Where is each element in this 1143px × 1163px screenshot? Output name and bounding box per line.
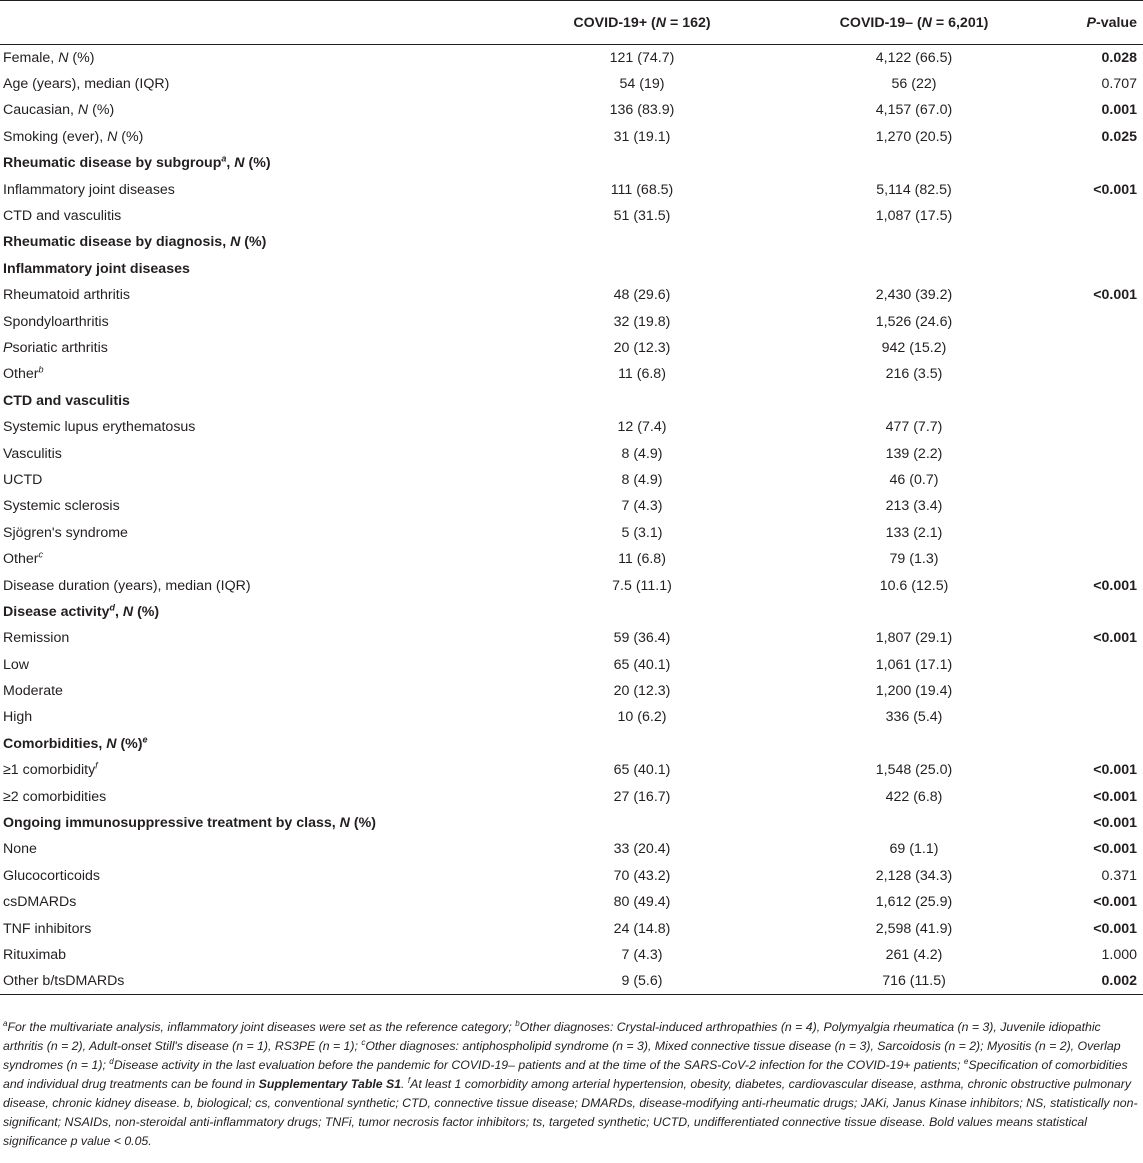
header-covid-positive-text: COVID-19+ (N = 162): [573, 14, 711, 31]
cell-covid-positive: 7 (4.3): [621, 498, 663, 515]
row-label-text: Glucocorticoids: [3, 867, 100, 884]
footnote-marker: d: [109, 602, 115, 613]
cell-covid-negative: 2,128 (34.3): [875, 867, 953, 884]
row-label-text: csDMARDs: [3, 894, 77, 911]
row-label-text: CTD and vasculitis: [3, 392, 130, 409]
table-section-row: [0, 150, 1143, 176]
cell-p-value: <0.001: [1093, 841, 1137, 858]
row-label: [0, 282, 480, 308]
row-label: [0, 889, 480, 915]
cell-p-value: 0.707: [1101, 76, 1137, 93]
row-label: [0, 651, 480, 677]
cell-p-value: [1034, 335, 1143, 361]
row-label: [0, 414, 480, 440]
table-row: [0, 651, 1143, 677]
cell-covid-positive: 8 (4.9): [621, 471, 663, 488]
cell-p-value: [1034, 731, 1143, 757]
header-p-value: [1034, 1, 1143, 45]
row-label-text: ≥2 comorbidities: [3, 788, 107, 805]
row-label: [0, 704, 480, 730]
cell-covid-negative: 261 (4.2): [885, 946, 943, 963]
cell-covid-negative: 4,122 (66.5): [875, 49, 953, 66]
row-label: [0, 45, 480, 71]
header-covid-negative: [758, 1, 1034, 45]
cell-p-value: [1034, 256, 1143, 282]
table-row: [0, 335, 1143, 361]
cell-covid-positive: 32 (19.8): [613, 313, 671, 330]
row-label: [0, 915, 480, 941]
row-label-text: Psoriatic arthritis: [3, 339, 108, 356]
cell-covid-negative: 69 (1.1): [889, 841, 939, 858]
cell-covid-negative: 79 (1.3): [889, 551, 939, 568]
footnote-marker: a: [221, 153, 227, 164]
row-label-text: Systemic lupus erythematosus: [3, 419, 196, 436]
footnote-text: Specification of comorbidities and individual drug treatments can be found in: [3, 1058, 1128, 1091]
cell-p-value: <0.001: [1093, 287, 1137, 304]
row-label-text: High: [3, 709, 33, 726]
row-label: [0, 572, 480, 598]
cell-covid-negative: 1,087 (17.5): [875, 208, 953, 225]
row-label-text: Rituximab: [3, 946, 67, 963]
row-label: [0, 968, 480, 994]
row-label-text: Remission: [3, 630, 70, 647]
cell-covid-positive: 12 (7.4): [617, 419, 667, 436]
cell-covid-positive: 27 (16.7): [613, 788, 671, 805]
row-label-text: Systemic sclerosis: [3, 498, 120, 515]
row-label: [0, 71, 480, 97]
cell-covid-negative: [758, 810, 1034, 836]
cell-p-value: 0.025: [1101, 128, 1137, 145]
cell-covid-positive: 51 (31.5): [613, 208, 671, 225]
header-label-cell: [0, 1, 480, 45]
cell-p-value: [1034, 599, 1143, 625]
cell-covid-positive: 7.5 (11.1): [612, 577, 672, 594]
table-section-row: [0, 388, 1143, 414]
cell-p-value: [1034, 651, 1143, 677]
row-label-text: Rheumatic disease by subgroup: [3, 155, 222, 172]
row-label-text: Inflammatory joint diseases: [3, 260, 190, 277]
cell-covid-negative: [758, 731, 1034, 757]
cell-covid-positive: 20 (12.3): [613, 683, 671, 700]
row-label-text: Rheumatoid arthritis: [3, 287, 130, 304]
cell-p-value: <0.001: [1093, 630, 1137, 647]
table-header: [0, 1, 1143, 45]
cell-covid-negative: 56 (22): [891, 76, 937, 93]
table-row: [0, 97, 1143, 123]
row-label-text: Inflammatory joint diseases: [3, 181, 175, 198]
footnote-marker: b: [515, 1018, 520, 1028]
footnote-text-after: .: [401, 1077, 408, 1091]
table-row: [0, 203, 1143, 229]
row-label: [0, 203, 480, 229]
cell-p-value: [1034, 440, 1143, 466]
table-row: [0, 546, 1143, 572]
cell-covid-positive: 59 (36.4): [613, 630, 671, 647]
footnote-marker: f: [95, 760, 98, 771]
row-label: [0, 731, 480, 757]
footnote-marker: b: [38, 364, 44, 375]
cell-covid-negative: 477 (7.7): [885, 419, 943, 436]
row-label: [0, 757, 480, 783]
row-label: [0, 625, 480, 651]
row-label: [0, 942, 480, 968]
cell-p-value: 1.000: [1101, 946, 1137, 963]
table-row: [0, 783, 1143, 809]
cell-covid-positive: 65 (40.1): [613, 656, 671, 673]
row-label-text: CTD and vasculitis: [3, 208, 122, 225]
footnote-marker: c: [38, 549, 43, 560]
cell-covid-negative: [758, 150, 1034, 176]
row-label: [0, 440, 480, 466]
row-label-text: Sjögren's syndrome: [3, 524, 128, 541]
footnote-marker: c: [361, 1037, 366, 1047]
cell-p-value: 0.028: [1101, 49, 1137, 66]
table-row: [0, 361, 1143, 387]
cell-p-value: [1034, 203, 1143, 229]
table-row: [0, 704, 1143, 730]
cell-p-value: [1034, 150, 1143, 176]
supplementary-table-reference[interactable]: Supplementary Table S1: [258, 1077, 402, 1091]
cell-p-value: <0.001: [1093, 762, 1137, 779]
table-section-row: [0, 256, 1143, 282]
row-label-text: Spondyloarthritis: [3, 313, 109, 330]
cell-covid-positive: 5 (3.1): [621, 524, 663, 541]
cell-covid-positive: 10 (6.2): [617, 709, 667, 726]
row-label-text: Vasculitis: [3, 445, 62, 462]
cell-covid-negative: 10.6 (12.5): [879, 577, 949, 594]
row-label: [0, 467, 480, 493]
row-label-text: TNF inhibitors: [3, 920, 92, 937]
table-body: [0, 45, 1143, 995]
row-label: [0, 150, 480, 176]
cell-covid-positive: 65 (40.1): [613, 762, 671, 779]
row-label-text: None: [3, 841, 37, 858]
row-label-text: Smoking (ever), N (%): [3, 128, 144, 145]
cell-covid-positive: [480, 256, 758, 282]
row-label-text: Female, N (%): [3, 49, 95, 66]
footnote-text: For the multivariate analysis, inflammatory joint diseases were set as the reference category;: [7, 1020, 516, 1034]
row-label: [0, 229, 480, 255]
table-row: [0, 176, 1143, 202]
cell-p-value: [1034, 678, 1143, 704]
cell-covid-positive: 136 (83.9): [609, 102, 675, 119]
cell-covid-negative: [758, 388, 1034, 414]
cell-covid-negative: [758, 229, 1034, 255]
table-row: [0, 942, 1143, 968]
table-row: [0, 889, 1143, 915]
cell-covid-positive: [480, 731, 758, 757]
row-label-text: Rheumatic disease by diagnosis, N (%): [3, 234, 267, 251]
table-row: [0, 625, 1143, 651]
cell-p-value: 0.001: [1101, 102, 1137, 119]
row-label-text: Other: [3, 551, 39, 568]
row-label: [0, 546, 480, 572]
header-covid-negative-text: COVID-19– (N = 6,201): [839, 14, 989, 31]
row-label: [0, 783, 480, 809]
table-section-row: [0, 229, 1143, 255]
row-label-text: Moderate: [3, 683, 63, 700]
cell-p-value: [1034, 229, 1143, 255]
cell-covid-negative: 716 (11.5): [758, 968, 1034, 994]
header-row: [0, 1, 1143, 45]
row-label-text: Other b/tsDMARDs: [3, 973, 125, 990]
row-label: [0, 678, 480, 704]
row-label: [0, 836, 480, 862]
cell-p-value: [1034, 704, 1143, 730]
row-label: [0, 256, 480, 282]
cell-covid-negative: 1,612 (25.9): [875, 894, 953, 911]
cell-covid-negative: 1,200 (19.4): [875, 683, 953, 700]
cell-covid-positive: 70 (43.2): [613, 867, 671, 884]
footnote-text: Other diagnoses: antiphospholipid syndrome (n = 3), Mixed connective tissue disease (n = 3), Sarcoidosis (n = 2); Myositis (n = 2), Overlap syndromes (n = 1);: [3, 1039, 1121, 1072]
table-row: [0, 124, 1143, 150]
header-p-value-text: P-value: [1086, 14, 1137, 31]
footnote-marker: a: [3, 1018, 8, 1028]
cell-p-value: [1034, 467, 1143, 493]
row-label: [0, 361, 480, 387]
row-label: [0, 176, 480, 202]
row-label-text: Disease duration (years), median (IQR): [3, 577, 251, 594]
table-row: [0, 678, 1143, 704]
row-label-text: Caucasian, N (%): [3, 102, 115, 119]
cell-covid-positive: [480, 388, 758, 414]
row-label-text: Disease activity: [3, 603, 110, 620]
cell-covid-negative: 1,526 (24.6): [875, 313, 953, 330]
table-row: [0, 467, 1143, 493]
cell-covid-positive: 121 (74.7): [609, 49, 675, 66]
cell-p-value: [1034, 493, 1143, 519]
cell-covid-negative: 4,157 (67.0): [875, 102, 953, 119]
footnote-marker: f: [407, 1075, 411, 1085]
cell-covid-positive: 48 (29.6): [613, 287, 671, 304]
table-row: [0, 440, 1143, 466]
cell-p-value: <0.001: [1093, 577, 1137, 594]
row-label-text: Low: [3, 656, 30, 673]
cell-covid-positive: 11 (6.8): [618, 366, 666, 383]
cell-covid-negative: [758, 256, 1034, 282]
cell-covid-negative: 1,270 (20.5): [875, 128, 953, 145]
cell-covid-negative: 46 (0.7): [889, 471, 939, 488]
footnote-marker: e: [963, 1056, 969, 1066]
table-row: [0, 863, 1143, 889]
cell-p-value: <0.001: [1093, 920, 1137, 937]
cell-covid-positive: 11 (6.8): [618, 551, 666, 568]
cell-covid-negative: 2,598 (41.9): [875, 920, 953, 937]
table-row: [0, 836, 1143, 862]
cell-p-value: [1034, 520, 1143, 546]
cell-p-value: <0.001: [1093, 181, 1137, 198]
row-label-suffix: , N (%): [226, 155, 271, 172]
cell-p-value: [1034, 546, 1143, 572]
cell-p-value: 0.002: [1034, 968, 1143, 994]
table-row: [0, 282, 1143, 308]
footnote-marker: e: [142, 734, 148, 745]
cell-covid-negative: 216 (3.5): [885, 366, 943, 383]
header-covid-positive: [480, 1, 758, 45]
row-label-suffix: , N (%): [114, 603, 160, 620]
cell-p-value: [1034, 414, 1143, 440]
row-label: [0, 388, 480, 414]
table-section-row: [0, 599, 1143, 625]
table-row: [0, 572, 1143, 598]
table-row: [0, 71, 1143, 97]
table-section-row: [0, 810, 1143, 836]
table-row: [0, 308, 1143, 334]
row-label-text: Other: [3, 366, 39, 383]
cell-covid-negative: [758, 599, 1034, 625]
row-label: [0, 97, 480, 123]
table-row: [0, 520, 1143, 546]
cell-covid-positive: [480, 150, 758, 176]
cell-covid-positive: 31 (19.1): [613, 128, 671, 145]
row-label-text: UCTD: [3, 471, 43, 488]
cell-covid-negative: 139 (2.2): [885, 445, 943, 462]
cell-covid-positive: 33 (20.4): [613, 841, 671, 858]
row-label: [0, 124, 480, 150]
cell-p-value: [1034, 388, 1143, 414]
cell-covid-positive: 111 (68.5): [610, 181, 674, 198]
cell-covid-negative: 336 (5.4): [885, 709, 943, 726]
table-row: [0, 414, 1143, 440]
row-label: [0, 493, 480, 519]
cell-covid-positive: 24 (14.8): [613, 920, 671, 937]
cell-p-value: 0.371: [1101, 867, 1137, 884]
table-row: [0, 45, 1143, 71]
cell-covid-negative: 133 (2.1): [885, 524, 943, 541]
row-label-text: Comorbidities, N (%): [3, 735, 143, 752]
cell-p-value: <0.001: [1093, 894, 1137, 911]
row-label: [0, 308, 480, 334]
cell-covid-positive: 20 (12.3): [613, 339, 671, 356]
cell-covid-negative: 942 (15.2): [881, 339, 947, 356]
table-row: [0, 915, 1143, 941]
cell-covid-positive: 9 (5.6): [480, 968, 758, 994]
footnote-marker: d: [109, 1056, 114, 1066]
cell-covid-negative: 1,548 (25.0): [875, 762, 953, 779]
cell-p-value: <0.001: [1093, 815, 1137, 832]
table-section-row: [0, 731, 1143, 757]
cell-covid-negative: 213 (3.4): [885, 498, 943, 515]
cell-covid-positive: 7 (4.3): [621, 946, 663, 963]
row-label: [0, 520, 480, 546]
row-label-text: Ongoing immunosuppressive treatment by class, N (%): [3, 815, 376, 832]
cell-covid-negative: 2,430 (39.2): [875, 287, 953, 304]
cell-covid-positive: 8 (4.9): [621, 445, 663, 462]
footnote-text: Disease activity in the last evaluation before the pandemic for COVID-19– patients and at the time of the SARS-CoV-2 infection for the COVID-19+ patients;: [113, 1058, 964, 1072]
table-row: [0, 757, 1143, 783]
footnote-item: [3, 1020, 515, 1034]
row-label: [0, 599, 480, 625]
footnote-text: At least 1 comorbidity among arterial hypertension, obesity, diabetes, cardiovascular disease, asthma, chronic obstructive pulmonary disease, chronic kidney disease. b, biological; cs, conventional synthetic; CTD, connective tissue disease; DMARDs, disease-modifying anti-rheumatic drugs; JAKi, Janus Kinase inhibitors; NS, statistically non-significant; NSAIDs, non-steroidal anti-inflammatory drugs; TNFi, tumor necrosis factor inhibitors; ts, targeted synthetic; UCTD, undifferentiated connective tissue disease. Bold values means statistical significance p value < 0.05.: [3, 1077, 1138, 1148]
row-label-text: Age (years), median (IQR): [3, 76, 170, 93]
row-label-text: ≥1 comorbidity: [3, 762, 96, 779]
cell-covid-positive: [480, 229, 758, 255]
table-row: [0, 493, 1143, 519]
cell-covid-positive: 80 (49.4): [613, 894, 671, 911]
cell-covid-positive: [480, 599, 758, 625]
row-label: [0, 335, 480, 361]
footnote-item: [109, 1058, 964, 1072]
cell-covid-negative: 1,061 (17.1): [875, 656, 953, 673]
cell-p-value: [1034, 361, 1143, 387]
cell-p-value: [1034, 308, 1143, 334]
cell-covid-negative: 422 (6.8): [885, 788, 943, 805]
row-label: [0, 810, 480, 836]
cell-covid-negative: 5,114 (82.5): [876, 181, 952, 198]
row-label: [0, 863, 480, 889]
cell-p-value: <0.001: [1093, 788, 1137, 805]
table-row: [0, 968, 1143, 994]
cell-covid-positive: [480, 810, 758, 836]
cell-covid-positive: 54 (19): [619, 76, 665, 93]
footnote-text: Other diagnoses: Crystal-induced arthropathies (n = 4), Polymyalgia rheumatica (n = 3), Juvenile idiopathic arthritis (n = 2), Adult-onset Still's disease (n = 1), RS3PE (n = 1);: [3, 1020, 1101, 1053]
table-footnote: [3, 1018, 1139, 1151]
cell-covid-negative: 1,807 (29.1): [875, 630, 953, 647]
